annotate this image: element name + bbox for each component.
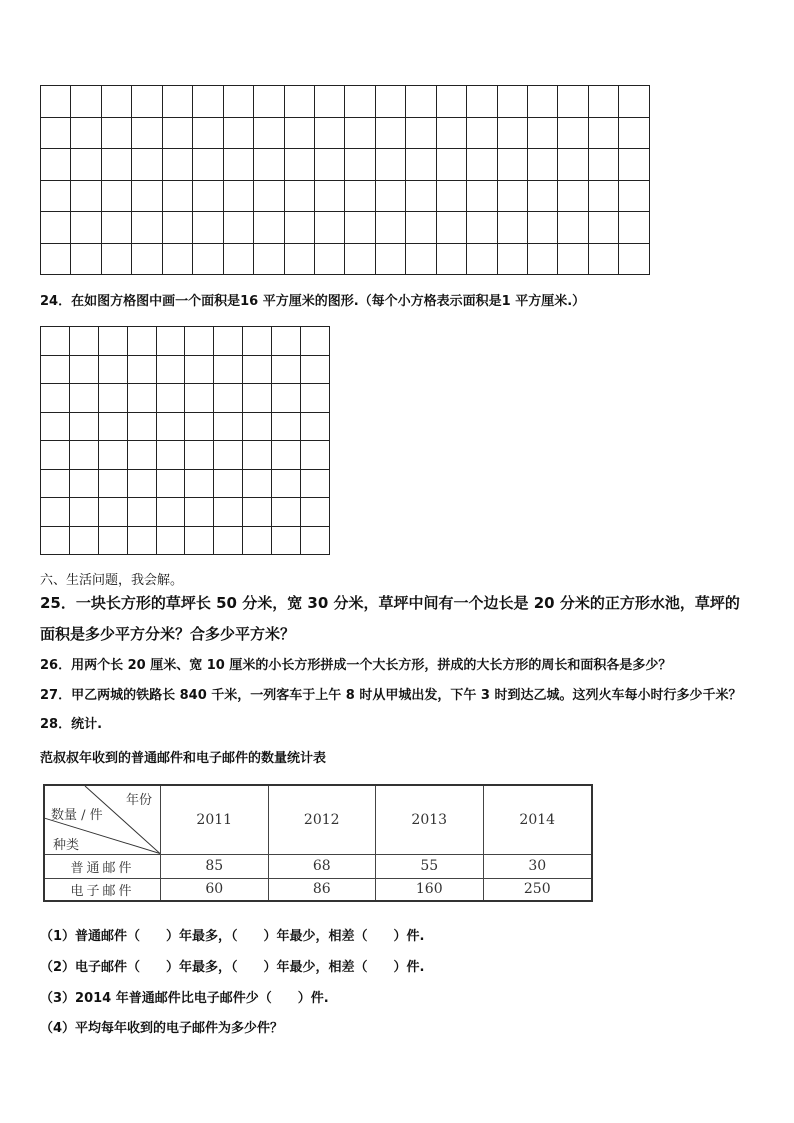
grid-cell bbox=[41, 355, 70, 384]
grid-cell bbox=[98, 384, 127, 413]
grid-cell bbox=[284, 149, 314, 181]
grid-cell bbox=[558, 243, 588, 275]
grid-cell bbox=[71, 117, 101, 149]
grid-cell bbox=[436, 180, 466, 212]
grid-cell bbox=[127, 441, 156, 470]
grid-cell bbox=[214, 412, 243, 441]
grid-cell bbox=[41, 149, 71, 181]
grid-cell bbox=[71, 86, 101, 118]
grid-cell bbox=[71, 212, 101, 244]
grid-cell bbox=[162, 86, 192, 118]
grid-cell bbox=[69, 526, 98, 555]
grid-cell bbox=[314, 86, 344, 118]
grid-cell bbox=[406, 180, 436, 212]
grid-cell bbox=[132, 180, 162, 212]
question-28: 28．统计. bbox=[40, 717, 103, 732]
grid-cell bbox=[467, 243, 497, 275]
grid-cell bbox=[345, 243, 375, 275]
grid-cell bbox=[284, 212, 314, 244]
grid-row bbox=[41, 441, 330, 470]
grid-cell bbox=[497, 212, 527, 244]
grid-cell bbox=[98, 441, 127, 470]
grid-cell bbox=[98, 412, 127, 441]
grid-cell bbox=[254, 212, 284, 244]
grid-cell bbox=[558, 117, 588, 149]
grid-cell bbox=[436, 243, 466, 275]
table-title: 范叔叔年收到的普通邮件和电子邮件的数量统计表 bbox=[40, 751, 327, 766]
grid-cell bbox=[314, 117, 344, 149]
year-cell: 2011 bbox=[161, 785, 269, 854]
grid-cell bbox=[588, 180, 618, 212]
grid-cell bbox=[619, 212, 650, 244]
grid-cell bbox=[69, 327, 98, 356]
grid-cell bbox=[69, 469, 98, 498]
grid-cell bbox=[272, 469, 301, 498]
grid-cell bbox=[156, 355, 185, 384]
grid-cell bbox=[243, 384, 272, 413]
grid-cell bbox=[406, 243, 436, 275]
grid-cell bbox=[185, 355, 214, 384]
grid-cell bbox=[588, 86, 618, 118]
grid-cell bbox=[214, 441, 243, 470]
grid-cell bbox=[284, 86, 314, 118]
grid-cell bbox=[558, 212, 588, 244]
grid-cell bbox=[185, 526, 214, 555]
grid-row bbox=[41, 384, 330, 413]
grid-cell bbox=[406, 86, 436, 118]
grid-cell bbox=[214, 327, 243, 356]
square-grid-2 bbox=[40, 326, 330, 555]
grid-cell bbox=[223, 243, 253, 275]
sub-question-1: （1）普通邮件（ ）年最多，（ ）年最少，相差（ ）件. bbox=[40, 929, 425, 944]
grid-cell bbox=[132, 86, 162, 118]
grid-cell bbox=[243, 355, 272, 384]
grid-cell bbox=[223, 180, 253, 212]
grid-cell bbox=[98, 355, 127, 384]
row-label: 普通邮件 bbox=[44, 854, 161, 878]
header-qty: 数量 / 件 bbox=[51, 808, 103, 823]
grid-cell bbox=[436, 149, 466, 181]
grid-cell bbox=[558, 149, 588, 181]
grid-cell bbox=[127, 327, 156, 356]
grid-cell bbox=[497, 86, 527, 118]
grid-cell bbox=[185, 384, 214, 413]
year-cell: 2013 bbox=[376, 785, 484, 854]
grid-cell bbox=[243, 412, 272, 441]
grid-cell bbox=[254, 86, 284, 118]
grid-cell bbox=[41, 384, 70, 413]
grid-cell bbox=[162, 117, 192, 149]
grid-cell bbox=[223, 212, 253, 244]
grid-cell bbox=[185, 498, 214, 527]
grid-cell bbox=[345, 117, 375, 149]
grid-cell bbox=[71, 180, 101, 212]
grid-cell bbox=[156, 441, 185, 470]
grid-cell bbox=[243, 469, 272, 498]
grid-row bbox=[41, 327, 330, 356]
value-cell: 160 bbox=[376, 878, 484, 901]
grid-cell bbox=[101, 243, 131, 275]
grid-cell bbox=[69, 355, 98, 384]
grid-cell bbox=[254, 180, 284, 212]
grid-cell bbox=[467, 180, 497, 212]
grid-cell bbox=[69, 498, 98, 527]
header-kind: 种类 bbox=[53, 838, 80, 853]
grid-cell bbox=[214, 355, 243, 384]
grid-cell bbox=[375, 180, 405, 212]
grid-cell bbox=[98, 327, 127, 356]
grid-cell bbox=[375, 212, 405, 244]
table-header-row bbox=[44, 785, 592, 854]
grid-row bbox=[41, 180, 650, 212]
grid-cell bbox=[41, 412, 70, 441]
grid-cell bbox=[301, 384, 330, 413]
grid-cell bbox=[272, 441, 301, 470]
grid-cell bbox=[345, 86, 375, 118]
square-grid-1 bbox=[40, 85, 650, 275]
grid-cell bbox=[101, 117, 131, 149]
question-26: 26．用两个长 20 厘米、宽 10 厘米的小长方形拼成一个大长方形，拼成的大长方形的周长和面积各是多少？ bbox=[40, 658, 672, 673]
grid-cell bbox=[162, 212, 192, 244]
grid-cell bbox=[127, 412, 156, 441]
grid-cell bbox=[284, 180, 314, 212]
grid-cell bbox=[588, 212, 618, 244]
grid-cell bbox=[185, 327, 214, 356]
grid-cell bbox=[406, 117, 436, 149]
grid-cell bbox=[528, 212, 558, 244]
grid-cell bbox=[127, 469, 156, 498]
grid-cell bbox=[101, 86, 131, 118]
grid-cell bbox=[98, 469, 127, 498]
grid-cell bbox=[272, 327, 301, 356]
grid-cell bbox=[98, 498, 127, 527]
grid-cell bbox=[127, 355, 156, 384]
grid-cell bbox=[243, 498, 272, 527]
grid-cell bbox=[558, 180, 588, 212]
value-cell: 68 bbox=[268, 854, 376, 878]
question-25-line2: 面积是多少平方分米？合多少平方米？ bbox=[40, 625, 296, 643]
grid-cell bbox=[69, 412, 98, 441]
grid-cell bbox=[436, 117, 466, 149]
grid-cell bbox=[214, 526, 243, 555]
grid-cell bbox=[528, 117, 558, 149]
grid-cell bbox=[254, 117, 284, 149]
year-cell: 2012 bbox=[268, 785, 376, 854]
grid-cell bbox=[301, 355, 330, 384]
grid-cell bbox=[132, 212, 162, 244]
grid-cell bbox=[41, 117, 71, 149]
grid-cell bbox=[101, 212, 131, 244]
grid-cell bbox=[436, 212, 466, 244]
grid-cell bbox=[162, 180, 192, 212]
grid-cell bbox=[41, 86, 71, 118]
sub-question-2: （2）电子邮件（ ）年最多，（ ）年最少，相差（ ）件. bbox=[40, 960, 425, 975]
grid-cell bbox=[406, 149, 436, 181]
grid-cell bbox=[185, 412, 214, 441]
grid-cell bbox=[314, 212, 344, 244]
diagonal-header-cell bbox=[44, 785, 161, 854]
grid-cell bbox=[156, 327, 185, 356]
grid-cell bbox=[41, 327, 70, 356]
value-cell: 60 bbox=[161, 878, 269, 901]
grid-cell bbox=[375, 243, 405, 275]
grid-cell bbox=[214, 384, 243, 413]
grid-cell bbox=[185, 441, 214, 470]
grid-cell bbox=[528, 86, 558, 118]
grid-cell bbox=[375, 117, 405, 149]
grid-cell bbox=[588, 149, 618, 181]
grid-cell bbox=[619, 180, 650, 212]
grid-cell bbox=[497, 117, 527, 149]
grid-cell bbox=[223, 149, 253, 181]
grid-cell bbox=[156, 469, 185, 498]
grid-cell bbox=[127, 526, 156, 555]
grid-cell bbox=[619, 86, 650, 118]
grid-cell bbox=[345, 212, 375, 244]
grid-cell bbox=[497, 243, 527, 275]
grid-cell bbox=[132, 243, 162, 275]
grid-cell bbox=[528, 180, 558, 212]
grid-cell bbox=[193, 212, 223, 244]
grid-cell bbox=[301, 441, 330, 470]
grid-cell bbox=[243, 526, 272, 555]
value-cell: 30 bbox=[483, 854, 592, 878]
grid-cell bbox=[467, 86, 497, 118]
grid-row bbox=[41, 498, 330, 527]
grid-cell bbox=[98, 526, 127, 555]
grid-cell bbox=[467, 149, 497, 181]
header-year: 年份 bbox=[125, 793, 152, 808]
grid-cell bbox=[127, 498, 156, 527]
grid-cell bbox=[528, 149, 558, 181]
value-cell: 86 bbox=[268, 878, 376, 901]
grid-cell bbox=[301, 469, 330, 498]
grid-cell bbox=[619, 149, 650, 181]
grid-cell bbox=[156, 384, 185, 413]
grid-cell bbox=[301, 526, 330, 555]
grid-cell bbox=[41, 469, 70, 498]
grid-cell bbox=[41, 441, 70, 470]
grid-cell bbox=[162, 149, 192, 181]
question-27: 27．甲乙两城的铁路长 840 千米，一列客车于上午 8 时从甲城出发，下午 3 时到达乙城。这列火车每小时行多少千米？ bbox=[40, 688, 742, 703]
grid-cell bbox=[185, 469, 214, 498]
grid-cell bbox=[284, 243, 314, 275]
grid-cell bbox=[243, 441, 272, 470]
grid-row bbox=[41, 117, 650, 149]
grid-cell bbox=[497, 149, 527, 181]
value-cell: 55 bbox=[376, 854, 484, 878]
grid-cell bbox=[301, 327, 330, 356]
table-row bbox=[44, 878, 592, 901]
grid-cell bbox=[41, 243, 71, 275]
grid-cell bbox=[243, 327, 272, 356]
sub-question-4: （4）平均每年收到的电子邮件为多少件？ bbox=[40, 1021, 284, 1036]
grid-cell bbox=[41, 526, 70, 555]
grid-cell bbox=[193, 86, 223, 118]
grid-row bbox=[41, 526, 330, 555]
grid-cell bbox=[272, 498, 301, 527]
section-6-title: 六、生活问题，我会解。 bbox=[40, 573, 184, 588]
grid-cell bbox=[284, 117, 314, 149]
grid-cell bbox=[588, 243, 618, 275]
grid-cell bbox=[272, 526, 301, 555]
grid-row bbox=[41, 149, 650, 181]
grid-cell bbox=[301, 498, 330, 527]
grid-cell bbox=[193, 117, 223, 149]
grid-cell bbox=[272, 412, 301, 441]
grid-cell bbox=[619, 117, 650, 149]
value-cell: 85 bbox=[161, 854, 269, 878]
grid-cell bbox=[156, 498, 185, 527]
grid-cell bbox=[314, 149, 344, 181]
row-label: 电子邮件 bbox=[44, 878, 161, 901]
question-25-line1: 25．一块长方形的草坪长 50 分米，宽 30 分米，草坪中间有一个边长是 20 分米的正方形水池，草坪的 bbox=[40, 594, 740, 612]
grid-cell bbox=[588, 117, 618, 149]
grid-cell bbox=[272, 384, 301, 413]
grid-cell bbox=[467, 212, 497, 244]
grid-cell bbox=[193, 180, 223, 212]
table-row bbox=[44, 854, 592, 878]
grid-cell bbox=[406, 212, 436, 244]
grid-cell bbox=[558, 86, 588, 118]
grid-cell bbox=[41, 212, 71, 244]
grid-cell bbox=[193, 149, 223, 181]
grid-cell bbox=[272, 355, 301, 384]
grid-row bbox=[41, 469, 330, 498]
grid-cell bbox=[254, 243, 284, 275]
grid-cell bbox=[436, 86, 466, 118]
grid-cell bbox=[375, 149, 405, 181]
grid-row bbox=[41, 86, 650, 118]
grid-cell bbox=[214, 469, 243, 498]
mail-stats-table bbox=[43, 784, 593, 902]
sub-question-3: （3）2014 年普通邮件比电子邮件少（ ）件. bbox=[40, 991, 329, 1006]
grid-cell bbox=[467, 117, 497, 149]
grid-row bbox=[41, 212, 650, 244]
grid-row bbox=[41, 243, 650, 275]
grid-cell bbox=[132, 149, 162, 181]
grid-cell bbox=[101, 149, 131, 181]
grid-cell bbox=[619, 243, 650, 275]
grid-cell bbox=[71, 149, 101, 181]
grid-cell bbox=[193, 243, 223, 275]
grid-row bbox=[41, 412, 330, 441]
grid-cell bbox=[71, 243, 101, 275]
grid-cell bbox=[214, 498, 243, 527]
grid-row bbox=[41, 355, 330, 384]
grid-cell bbox=[301, 412, 330, 441]
grid-cell bbox=[101, 180, 131, 212]
grid-cell bbox=[127, 384, 156, 413]
grid-cell bbox=[156, 526, 185, 555]
grid-cell bbox=[162, 243, 192, 275]
grid-cell bbox=[69, 384, 98, 413]
grid-cell bbox=[156, 412, 185, 441]
value-cell: 250 bbox=[483, 878, 592, 901]
grid-cell bbox=[314, 243, 344, 275]
grid-cell bbox=[528, 243, 558, 275]
grid-cell bbox=[254, 149, 284, 181]
grid-cell bbox=[69, 441, 98, 470]
grid-cell bbox=[223, 86, 253, 118]
grid-cell bbox=[345, 180, 375, 212]
grid-cell bbox=[314, 180, 344, 212]
grid-cell bbox=[223, 117, 253, 149]
grid-cell bbox=[41, 498, 70, 527]
grid-cell bbox=[497, 180, 527, 212]
grid-cell bbox=[345, 149, 375, 181]
grid-cell bbox=[132, 117, 162, 149]
year-cell: 2014 bbox=[483, 785, 592, 854]
grid-cell bbox=[375, 86, 405, 118]
question-24: 24．在如图方格图中画一个面积是16 平方厘米的图形.（每个小方格表示面积是1 平方厘米.） bbox=[40, 294, 586, 309]
grid-cell bbox=[41, 180, 71, 212]
